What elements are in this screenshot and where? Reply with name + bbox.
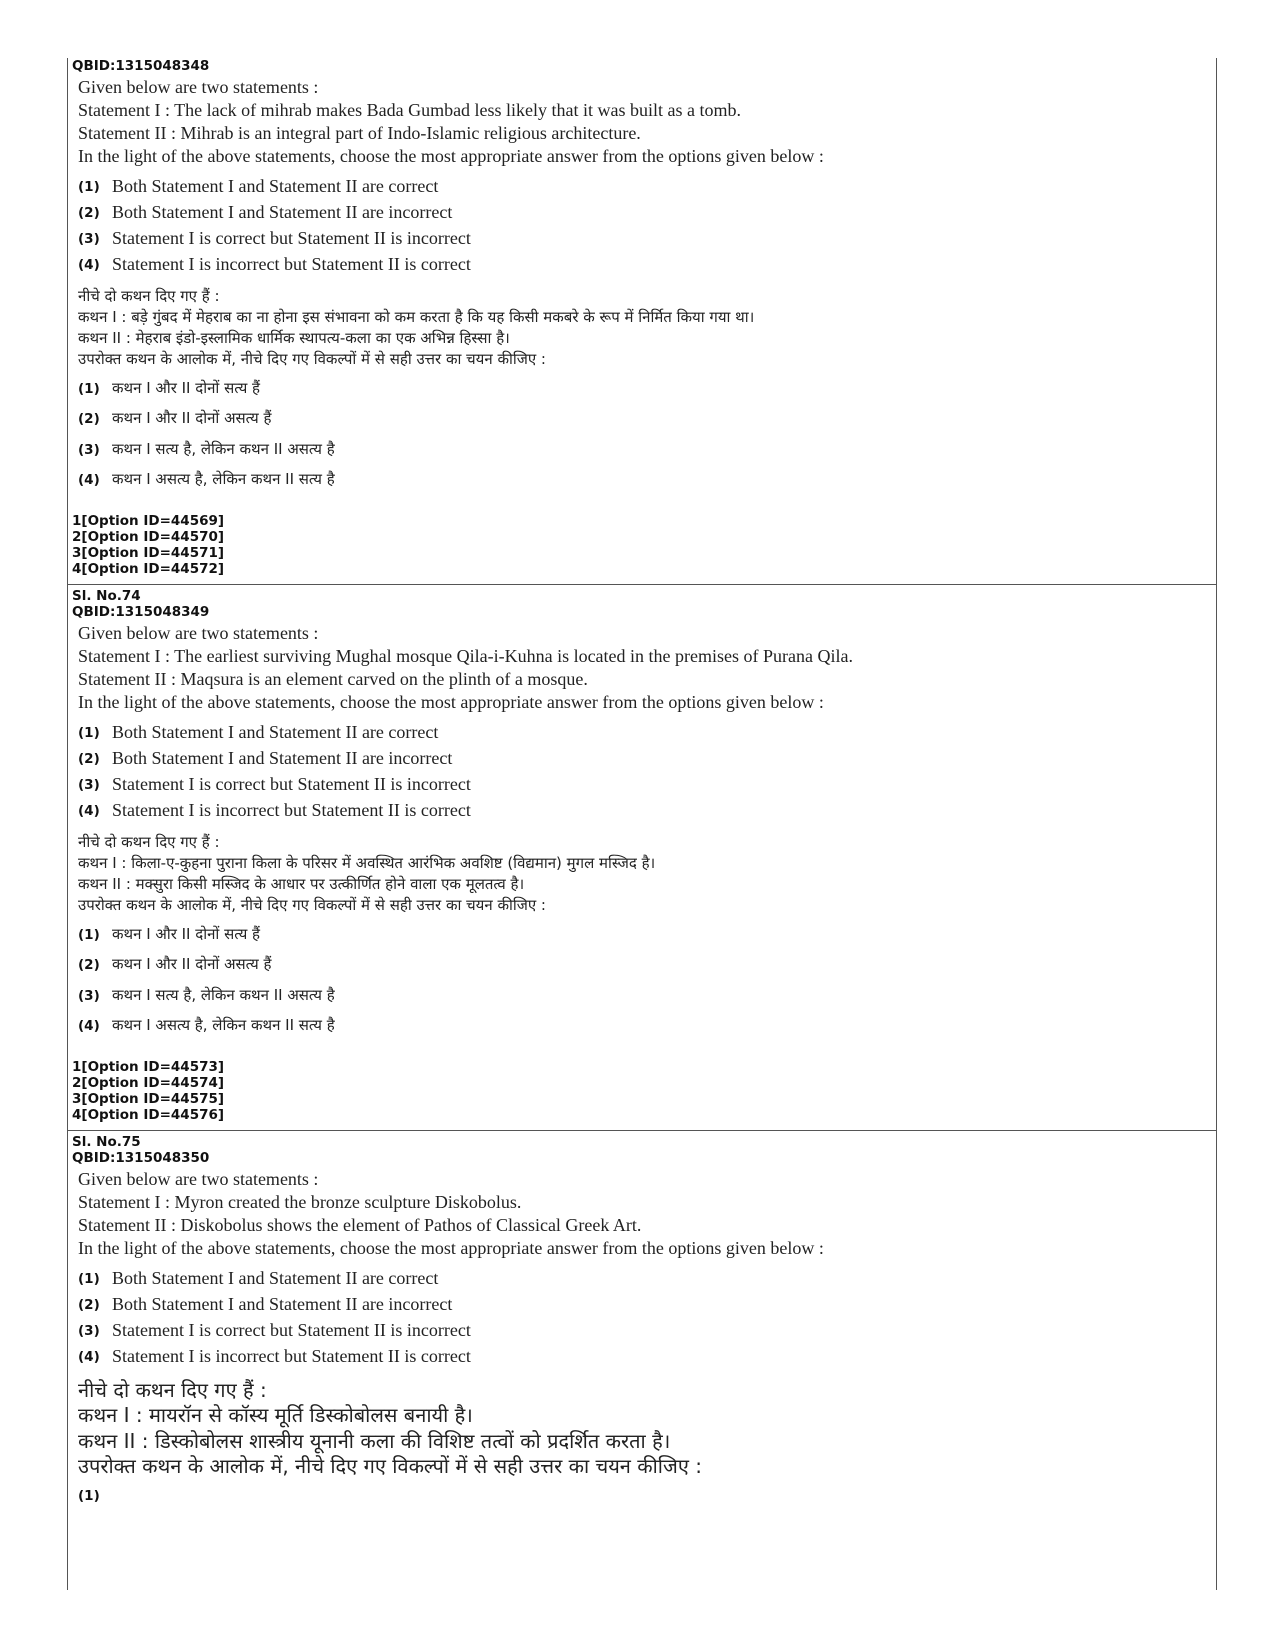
- hindi-instruction: उपरोक्त कथन के आलोक में, नीचे दिए गए विकल्पों में से सही उत्तर का चयन कीजिए :: [78, 1454, 702, 1478]
- option-text: Both Statement I and Statement II are incorrect: [112, 202, 453, 222]
- option-number: (4): [78, 257, 100, 273]
- hindi-instruction: उपरोक्त कथन के आलोक में, नीचे दिए गए विकल्पों में से सही उत्तर का चयन कीजिए :: [78, 350, 546, 368]
- instruction: In the light of the above statements, choose the most appropriate answer from the options given below :: [78, 146, 824, 166]
- option-id: 2[Option ID=44574]: [72, 1075, 225, 1091]
- option-id: 4[Option ID=44572]: [72, 561, 225, 577]
- option-text: Statement I is incorrect but Statement II is correct: [112, 254, 471, 274]
- option-text: Both Statement I and Statement II are incorrect: [112, 748, 453, 768]
- statement-2: Statement II : Maqsura is an element carved on the plinth of a mosque.: [78, 669, 588, 689]
- option-text: Statement I is correct but Statement II is incorrect: [112, 1320, 471, 1340]
- statement-2: Statement II : Diskobolus shows the element of Pathos of Classical Greek Art.: [78, 1215, 642, 1235]
- instruction: In the light of the above statements, choose the most appropriate answer from the options given below :: [78, 692, 824, 712]
- option-text: Statement I is incorrect but Statement II is correct: [112, 800, 471, 820]
- option-number: (3): [78, 777, 100, 793]
- option-text: Both Statement I and Statement II are correct: [112, 176, 439, 196]
- option-number: (3): [78, 231, 100, 247]
- option-text: Both Statement I and Statement II are incorrect: [112, 1294, 453, 1314]
- serial-number: Sl. No.75: [72, 1134, 141, 1150]
- option-text: कथन I सत्य है, लेकिन कथन II असत्य है: [112, 986, 335, 1004]
- option-id: 4[Option ID=44576]: [72, 1107, 225, 1123]
- option-text: कथन I असत्य है, लेकिन कथन II सत्य है: [112, 1016, 335, 1034]
- hindi-statement-1: कथन I : मायरॉन से कॉस्य मूर्ति डिस्कोबोलस बनायी है।: [78, 1403, 473, 1427]
- option-number: (3): [78, 1323, 100, 1339]
- hindi-statement-1: कथन I : किला-ए-कुहना पुराना किला के परिसर में अवस्थित आरंभिक अवशिष्ट (विद्यमान) मुगल मस्जिद है।: [78, 854, 656, 872]
- hindi-statement-1: कथन I : बड़े गुंबद में मेहराब का ना होना इस संभावना को कम करता है कि यह किसी मकबरे के रूप में निर्मित किया गया था।: [78, 308, 755, 326]
- option-text: Statement I is incorrect but Statement II is correct: [112, 1346, 471, 1366]
- option-text: Both Statement I and Statement II are correct: [112, 722, 439, 742]
- option-id: 1[Option ID=44569]: [72, 513, 225, 529]
- option-number: (1): [78, 381, 100, 397]
- option-text: Both Statement I and Statement II are correct: [112, 1268, 439, 1288]
- qbid: QBID:1315048349: [72, 604, 210, 620]
- option-text: कथन I असत्य है, लेकिन कथन II सत्य है: [112, 470, 335, 488]
- statement-1: Statement I : Myron created the bronze sculpture Diskobolus.: [78, 1192, 522, 1212]
- option-number: (4): [78, 803, 100, 819]
- question-divider: [68, 584, 1216, 585]
- option-number: (1): [78, 1271, 100, 1287]
- statements-intro: Given below are two statements :: [78, 77, 319, 97]
- question-divider: [68, 1130, 1216, 1131]
- option-text: कथन I सत्य है, लेकिन कथन II असत्य है: [112, 440, 335, 458]
- option-number: (3): [78, 988, 100, 1004]
- option-id: 2[Option ID=44570]: [72, 529, 225, 545]
- statements-intro: Given below are two statements :: [78, 623, 319, 643]
- option-number: (4): [78, 1018, 100, 1034]
- question-paper-page: [67, 58, 1217, 1590]
- hindi-statement-2: कथन II : मेहराब इंडो-इस्लामिक धार्मिक स्थापत्य-कला का एक अभिन्न हिस्सा है।: [78, 329, 510, 347]
- option-id: 3[Option ID=44575]: [72, 1091, 225, 1107]
- option-number: (3): [78, 442, 100, 458]
- option-id: 1[Option ID=44573]: [72, 1059, 225, 1075]
- hindi-statements-intro: नीचे दो कथन दिए गए हैं :: [78, 1378, 267, 1402]
- hindi-statement-2: कथन II : डिस्कोबोलस शास्त्रीय यूनानी कला की विशिष्ट तत्वों को प्रदर्शित करता है।: [78, 1429, 671, 1453]
- option-number: (2): [78, 1297, 100, 1313]
- option-number: (1): [78, 927, 100, 943]
- hindi-statement-2: कथन II : मक्सुरा किसी मस्जिद के आधार पर उत्कीर्णित होने वाला एक मूलतत्व है।: [78, 875, 525, 893]
- option-number: (2): [78, 751, 100, 767]
- hindi-statements-intro: नीचे दो कथन दिए गए हैं :: [78, 833, 220, 851]
- option-number: (2): [78, 411, 100, 427]
- option-text: कथन I और II दोनों सत्य हैं: [112, 379, 261, 397]
- qbid: QBID:1315048350: [72, 1150, 210, 1166]
- option-text: Statement I is correct but Statement II is incorrect: [112, 774, 471, 794]
- hindi-statements-intro: नीचे दो कथन दिए गए हैं :: [78, 287, 220, 305]
- option-id: 3[Option ID=44571]: [72, 545, 225, 561]
- option-number: (1): [78, 179, 100, 195]
- statement-2: Statement II : Mihrab is an integral part of Indo-Islamic religious architecture.: [78, 123, 641, 143]
- hindi-instruction: उपरोक्त कथन के आलोक में, नीचे दिए गए विकल्पों में से सही उत्तर का चयन कीजिए :: [78, 896, 546, 914]
- option-text: कथन I और II दोनों असत्य हैं: [112, 955, 272, 973]
- option-number: (1): [78, 1488, 100, 1504]
- statement-1: Statement I : The earliest surviving Mughal mosque Qila-i-Kuhna is located in the premises of Purana Qila.: [78, 646, 853, 666]
- serial-number: Sl. No.74: [72, 588, 141, 604]
- instruction: In the light of the above statements, choose the most appropriate answer from the options given below :: [78, 1238, 824, 1258]
- statements-intro: Given below are two statements :: [78, 1169, 319, 1189]
- option-text: Statement I is correct but Statement II is incorrect: [112, 228, 471, 248]
- option-text: कथन I और II दोनों सत्य हैं: [112, 925, 261, 943]
- option-text: कथन I और II दोनों असत्य हैं: [112, 409, 272, 427]
- option-number: (4): [78, 472, 100, 488]
- option-number: (2): [78, 205, 100, 221]
- option-number: (1): [78, 725, 100, 741]
- qbid: QBID:1315048348: [72, 58, 210, 74]
- statement-1: Statement I : The lack of mihrab makes Bada Gumbad less likely that it was built as a tomb.: [78, 100, 742, 120]
- option-number: (4): [78, 1349, 100, 1365]
- option-number: (2): [78, 957, 100, 973]
